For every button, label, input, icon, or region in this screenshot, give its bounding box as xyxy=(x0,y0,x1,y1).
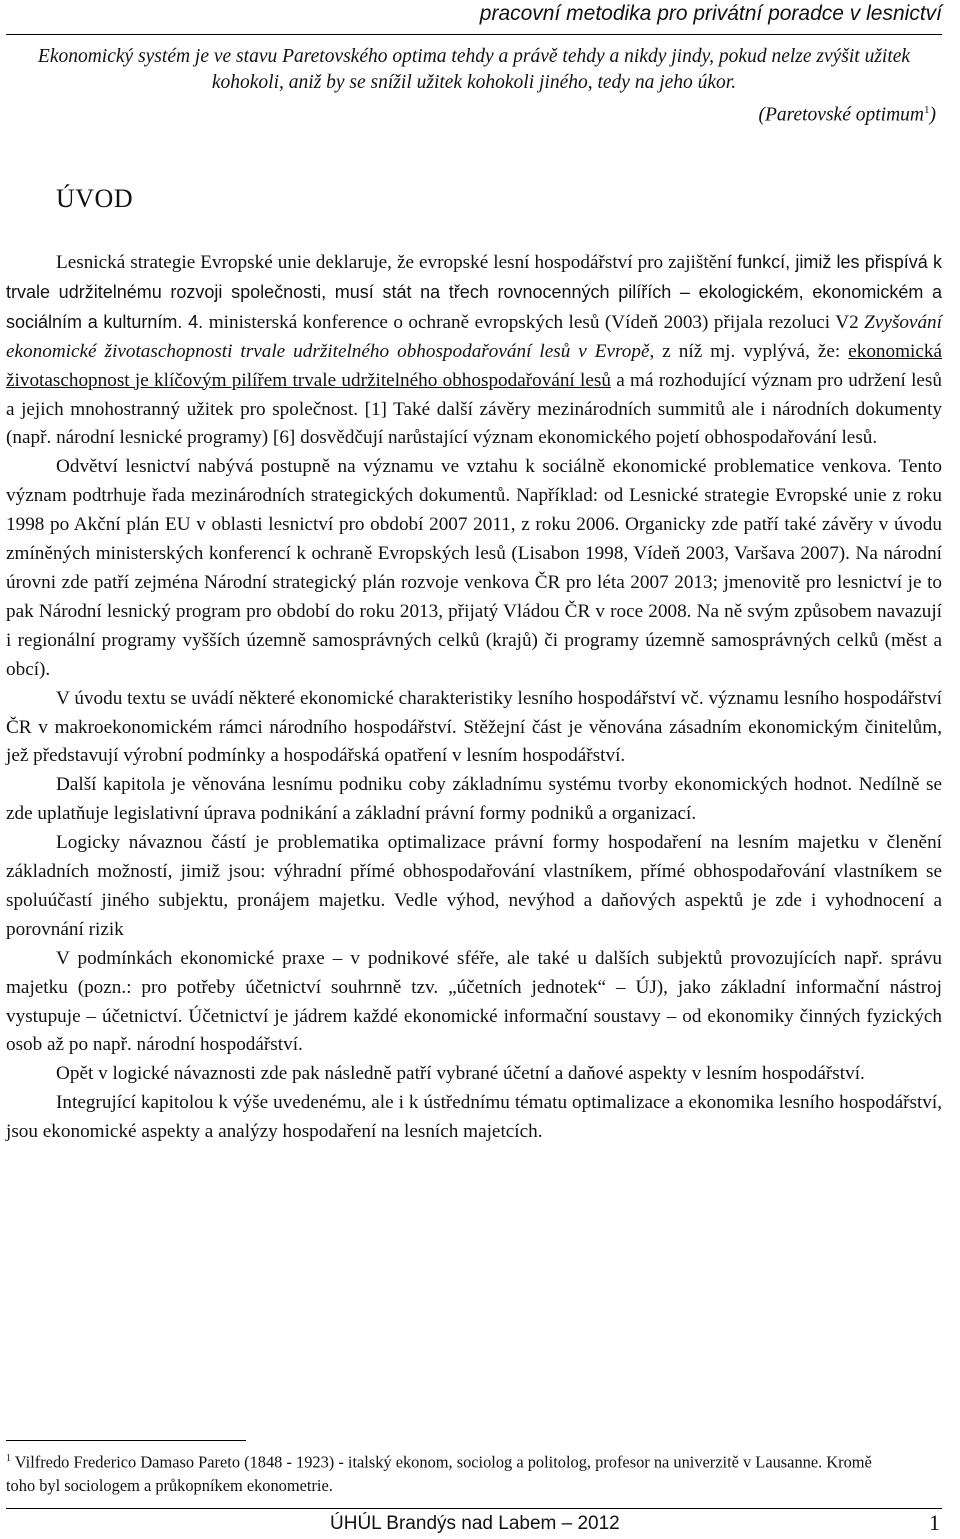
motto-source-label: (Paretovské optimum xyxy=(758,104,924,126)
underlined-statement: ekonomická životaschopnost je klíčovým pilířem trvale udržitelného obhospodařování lesů xyxy=(6,340,942,391)
resolution-title: Zvyšování ekonomické životaschopnosti trvale udržitelného obhospodařování lesů v Evropě xyxy=(6,311,942,362)
page-header xyxy=(0,2,942,32)
footnote-divider xyxy=(6,1440,246,1441)
motto-source xyxy=(758,104,936,127)
footnote xyxy=(6,1447,900,1498)
footer-divider xyxy=(6,1508,942,1509)
paragraph: Opět v logické návaznosti zde pak následně patří vybrané účetní a daňové aspekty v lesním hospodářství. xyxy=(56,1063,865,1085)
p1-text-b: funkcí, jimiž les přispívá k trvale udržitelnému rozvoji společnosti, musí stát na třech rovnocenných pilířích – ekologickém, ekonomickém a sociálním a kulturním. 4. xyxy=(6,252,942,332)
paragraph xyxy=(6,248,942,453)
paragraph: Logicky návaznou částí je problematika optimalizace právní formy hospodaření na lesním majetku v členění základních možností, jimiž jsou: výhradní přímé obhospodařování vlastníkem, přímé obhospodařování vlastníkem se spoluúčastí jiného subjektu, pronájem majetku. Vedle výhod, nevýhod a daňových aspektů je zde i vyhodnocení a porovnání rizik xyxy=(6,832,942,940)
section-title: ÚVOD xyxy=(56,184,134,213)
footnote-ref: 1 xyxy=(924,104,930,116)
paragraph: Další kapitola je věnována lesnímu podniku coby základnímu systému tvorby ekonomických hodnot. Nedílně se zde uplatňuje legislativní úprava podnikání a základní právní formy podniků a organizací. xyxy=(6,774,942,825)
page-number: 1 xyxy=(929,1510,940,1535)
motto-quote: Ekonomický systém je ve stavu Paretovského optima tehdy a právě tehdy a nikdy jindy, pokud nelze zvýšit užitek kohokoli, aniž by se snížil užitek kohokoli jiného, tedy na jeho úkor. xyxy=(37,46,911,93)
p1-text-c: ministerská konference o ochraně evropských lesů (Vídeň 2003) přijala rezoluci V2 xyxy=(208,311,865,333)
p1-text-a: Lesnická strategie Evropské unie deklaruje, že evropské lesní hospodářství pro zajištění xyxy=(56,252,738,273)
footer-text: ÚHÚL Brandýs nad Labem – 2012 xyxy=(330,1513,620,1534)
footnote-number: 1 xyxy=(6,1453,11,1464)
p1-text-d: , z níž mj. vyplývá, že: xyxy=(649,340,849,362)
header-divider xyxy=(6,34,942,35)
paragraph: Odvětví lesnictví nabývá postupně na významu ve vztahu k sociálně ekonomické problematice venkova. Tento význam podtrhuje řada mezinárodních strategických dokumentů. Například: od Lesnické strategie Evropské unie z roku 1998 po Akční plán EU v oblasti lesnictví pro období 2007 2011, z roku 2006. Organicky zde patří také závěry v úvodu zmíněných ministerských konferencí k ochraně Evropských lesů (Lisabon 1998, Vídeň 2003, Varšava 2007). Na národní úrovni zde patří zejména Národní strategický plán rozvoje venkova ČR pro léta 2007 2013; jmenovitě pro lesnictví je to pak Národní lesnický program pro období do roku 2013, přijatý Vládou ČR v roce 2008. Na ně svým způsobem navazují i regionální programy vyšších územně samosprávných celků (krajů) či programy územně samosprávných celků (měst a obcí). xyxy=(6,456,942,680)
body-text xyxy=(6,248,942,1147)
header-title: pracovní metodika pro privátní poradce v lesnictví xyxy=(479,2,942,25)
motto-source-close: ) xyxy=(929,104,936,126)
paragraph: V podmínkách ekonomické praxe – v podnikové sféře, ale také u dalších subjektů provozujících např. správu majetku (pozn.: pro potřeby účetnictví souhrnně tzv. „účetních jednotek“ – ÚJ), jako základní informační nástroj vystupuje – účetnictví. Účetnictví je jádrem každé ekonomické informační soustavy – od ekonomiky činných fyzických osob až po např. národní hospodářství. xyxy=(6,947,942,1056)
paragraph: V úvodu textu se uvádí některé ekonomické charakteristiky lesního hospodářství vč. významu lesního hospodářství ČR v makroekonomickém rámci národního hospodářství. Stěžejní část je věnována zásadním ekonomickým činitelům, jež představují výrobní podmínky a hospodářská opatření v lesním hospodářství. xyxy=(6,687,942,767)
footnote-text: Vilfredo Frederico Damaso Pareto (1848 - 1923) - italský ekonom, sociolog a politolog, profesor na univerzitě v Lausanne. Kromě toho byl sociologem a průkopníkem ekonometrie. xyxy=(6,1452,872,1496)
p1-text-e: a má rozhodující význam pro udržení lesů a jejich mnohostranný užitek pro společnost. [1] Také další závěry mezinárodních summitů ale i národních dokumenty (např. národní lesnické programy) [6] dosvědčují narůstající význam ekonomického pojetí obhospodařování lesů. xyxy=(6,369,942,449)
paragraph: Integrující kapitolou k výše uvedenému, ale i k ústřednímu tématu optimalizace a ekonomika lesního hospodářství, jsou ekonomické aspekty a analýzy hospodaření na lesních majetcích. xyxy=(6,1092,942,1143)
